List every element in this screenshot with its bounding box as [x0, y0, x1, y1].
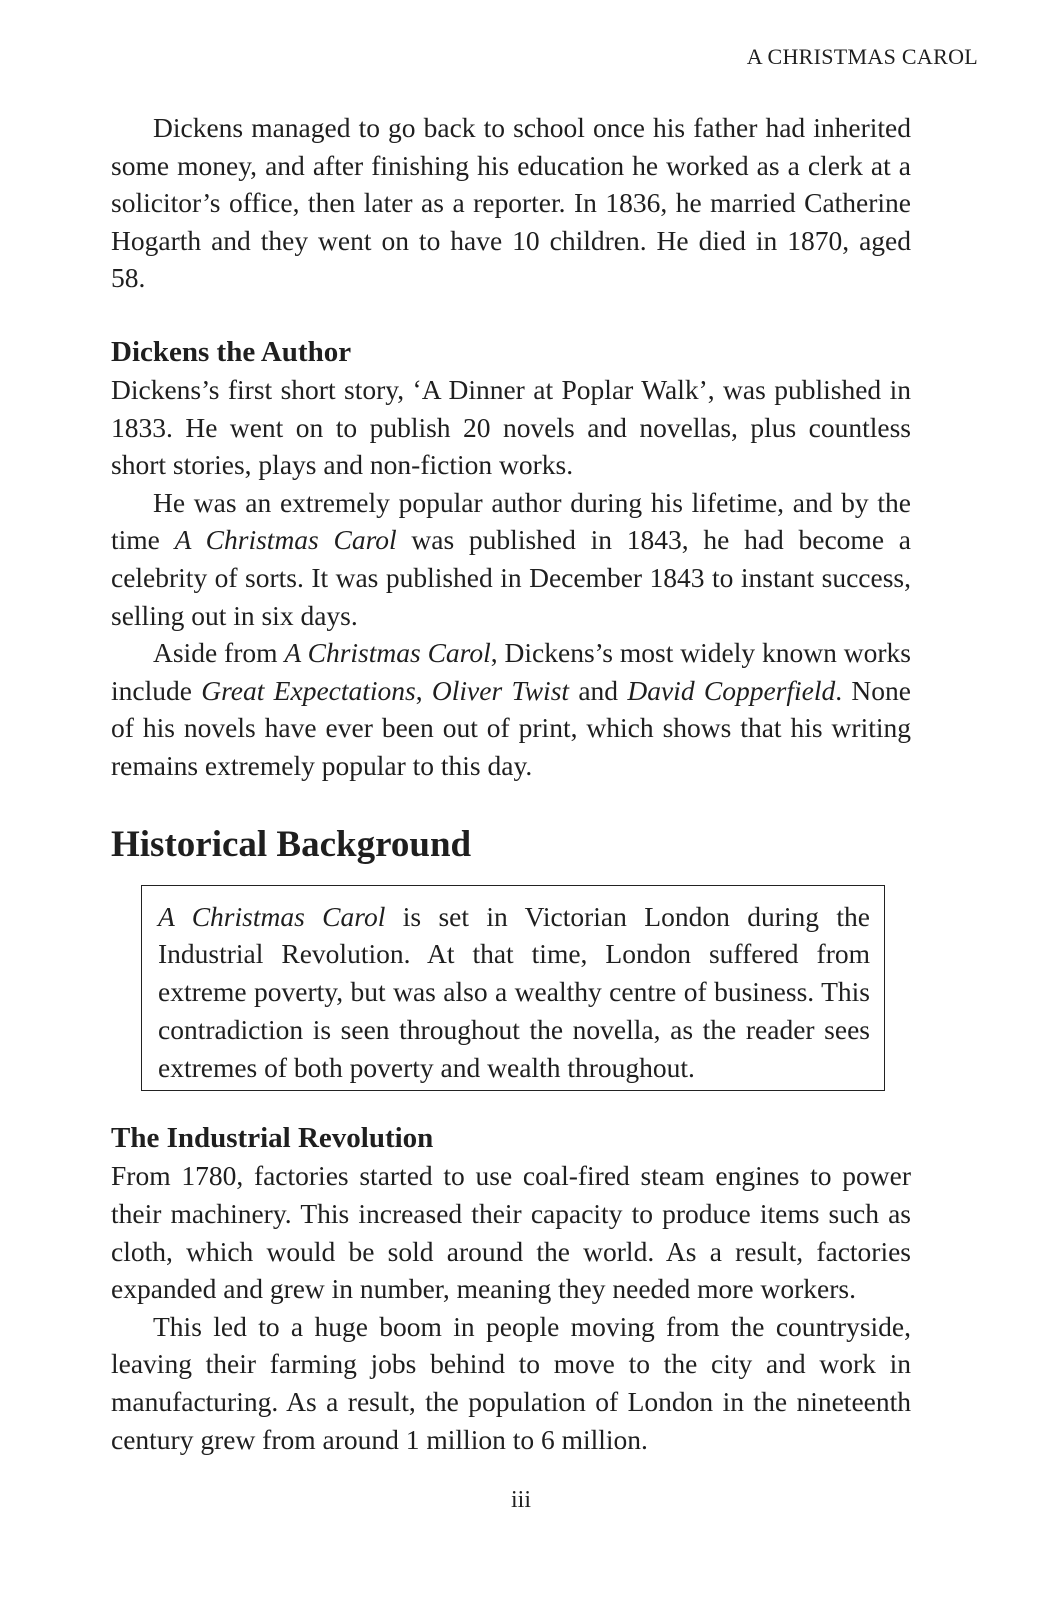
text-run: and — [569, 674, 628, 706]
text-run: was published in 1843, he had become a celebrity of sorts. It was published in December 1843 to instant success, selling out in six days. — [111, 524, 911, 631]
author-paragraph-1: Dickens’s first short story, ‘A Dinner at Poplar Walk’, was published in 1833. He went on to publish 20 novels and novellas, plus countless short stories, plays and non-fiction works. — [111, 373, 911, 481]
page-body — [111, 109, 911, 1458]
book-title: Oliver Twist — [431, 674, 570, 706]
industrial-paragraph-2: This led to a huge boom in people moving from the countryside, leaving their farming jobs behind to move to the city and work in manufacturing. As a result, the population of London in the nineteenth century grew from around 1 million to 6 million. — [111, 1310, 911, 1455]
page-number: iii — [510, 1487, 531, 1513]
running-title: A CHRISTMAS CAROL — [746, 44, 978, 69]
author-paragraph-2 — [111, 484, 911, 634]
book-title: A Christmas Carol — [174, 524, 397, 556]
book-title: Great Expectations — [201, 674, 416, 706]
book-title: A Christmas Carol — [284, 637, 491, 669]
summary-box — [141, 885, 885, 1092]
text-run: . None of his novels have ever been out of print, which shows that his writing remains extremely popular to this day. — [111, 674, 911, 781]
section-heading-author: Dickens the Author — [111, 335, 352, 368]
author-paragraph-3 — [111, 634, 911, 784]
text-run: , — [415, 674, 432, 706]
text-run: He was an extremely popular author during his lifetime, and by the time — [111, 486, 911, 556]
book-title: A Christmas Carol — [158, 900, 386, 932]
book-title: David Copperfield — [627, 674, 836, 706]
section-heading-industrial: The Industrial Revolution — [111, 1122, 434, 1155]
section-heading-historical: Historical Background — [111, 823, 472, 865]
industrial-paragraph-1: From 1780, factories started to use coal-fired steam engines to power their machinery. This increased their capacity to produce items such as cloth, which would be sold around the world. As a result, factories expanded and grew in number, meaning they needed more workers. — [111, 1160, 911, 1305]
text-run: , Dickens’s most widely known works include — [111, 637, 911, 706]
text-run: is set in Victorian London during the Industrial Revolution. At that time, London suffered from extreme poverty, but was also a wealthy centre of business. This contradiction is seen throughout the novella, as the reader sees extremes of both poverty and wealth throughout. — [158, 900, 870, 1083]
text-run: Aside from — [153, 637, 285, 669]
intro-paragraph: Dickens managed to go back to school once his father had inherited some money, and after finishing his education he worked as a clerk at a solicitor’s office, then later as a reporter. In 1836, he married Catherine Hogarth and they went on to have 10 children. He died in 1870, aged 58. — [111, 112, 911, 294]
summary-box-text — [158, 898, 870, 1087]
